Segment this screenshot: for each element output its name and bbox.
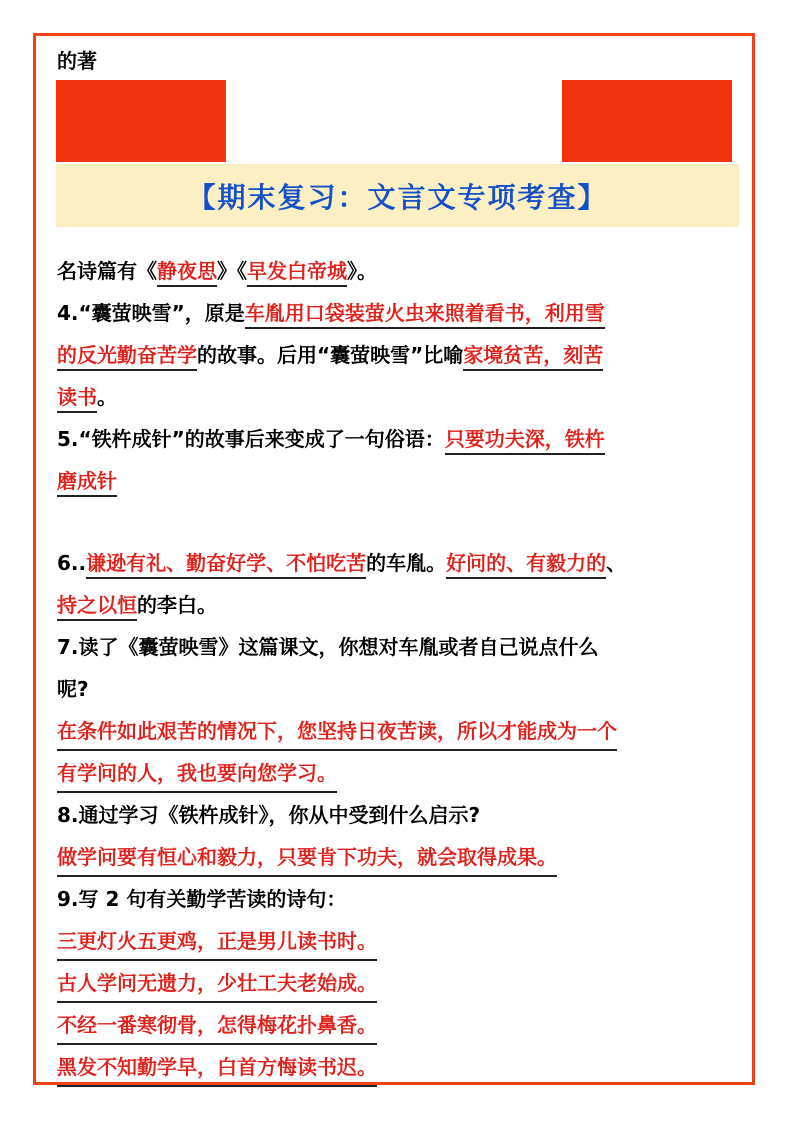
q6-line-1 <box>57 542 739 584</box>
content <box>57 250 739 1088</box>
q8-question: 8.通过学习《铁杵成针》，你从中受到什么启示? <box>57 803 481 827</box>
top-text: 的著 <box>57 49 97 73</box>
text: 》。 <box>347 259 377 283</box>
q7-answer-1 <box>57 710 739 752</box>
text: 的李白。 <box>137 593 217 617</box>
line-poems <box>57 250 739 292</box>
answer: 有学问的人，我也要向您学习。 <box>57 755 337 793</box>
answer: 静夜思 <box>157 259 217 287</box>
q8-answer <box>57 836 739 878</box>
text: 名诗篇有《 <box>57 259 157 283</box>
q9-poem-4 <box>57 1046 739 1088</box>
question-text: 5.“铁杵成针”的故事后来变成了一句俗语： <box>57 427 445 451</box>
answer: 车胤用口袋装萤火虫来照着看书，利用雪 <box>245 301 605 329</box>
q4-line-2 <box>57 334 739 376</box>
answer: 持之以恒 <box>57 593 137 621</box>
q7-answer-2 <box>57 752 739 794</box>
spacer <box>57 502 739 542</box>
header-banner <box>56 80 732 162</box>
banner-white-panel <box>226 80 562 162</box>
answer: 做学问要有恒心和毅力，只要肯下功夫，就会取得成果。 <box>57 839 557 877</box>
poem-line: 不经一番寒彻骨，怎得梅花扑鼻香。 <box>57 1007 377 1045</box>
q9-question: 9.写 2 句有关勤学苦读的诗句： <box>57 887 347 911</box>
text: 、 <box>606 551 627 575</box>
answer: 家境贫苦，刻苦 <box>463 343 603 371</box>
answer: 谦逊有礼、勤奋好学、不怕吃苦 <box>86 551 366 579</box>
q9-poem-1 <box>57 920 739 962</box>
q5-line-1 <box>57 418 739 460</box>
poem-line: 三更灯火五更鸡，正是男儿读书时。 <box>57 923 377 961</box>
answer: 的反光勤奋苦学 <box>57 343 197 371</box>
question-text: 的故事。后用“囊萤映雪”比喻 <box>197 343 464 367</box>
q4-line-3 <box>57 376 739 418</box>
answer: 在条件如此艰苦的情况下，您坚持日夜苦读，所以才能成为一个 <box>57 713 617 751</box>
page-title: 【期末复习：文言文专项考查】 <box>187 180 608 214</box>
title-band <box>56 164 739 227</box>
answer: 好问的、有毅力的 <box>446 551 606 579</box>
q4-line-1 <box>57 292 739 334</box>
answer: 早发白帝城 <box>247 259 347 287</box>
q7-question-1: 7.读了《囊萤映雪》这篇课文，你想对车胤或者自己说点什么 <box>57 635 599 659</box>
q9-poem-2 <box>57 962 739 1004</box>
q9-poem-3 <box>57 1004 739 1046</box>
answer: 读书 <box>57 385 97 413</box>
answer: 只要功夫深，铁杵 <box>445 427 605 455</box>
q5-line-2 <box>57 460 739 502</box>
text: 。 <box>97 385 117 409</box>
text: 的车胤。 <box>366 551 447 575</box>
text: 》《 <box>217 259 247 283</box>
answer: 磨成针 <box>57 469 117 497</box>
poem-line: 黑发不知勤学早，白首方悔读书迟。 <box>57 1049 377 1087</box>
question-text: 6.. <box>57 551 87 575</box>
q6-line-2 <box>57 584 739 626</box>
poem-line: 古人学问无遗力，少壮工夫老始成。 <box>57 965 377 1003</box>
q7-question-2: 呢? <box>57 677 89 701</box>
question-text: 4.“囊萤映雪”，原是 <box>57 301 245 325</box>
